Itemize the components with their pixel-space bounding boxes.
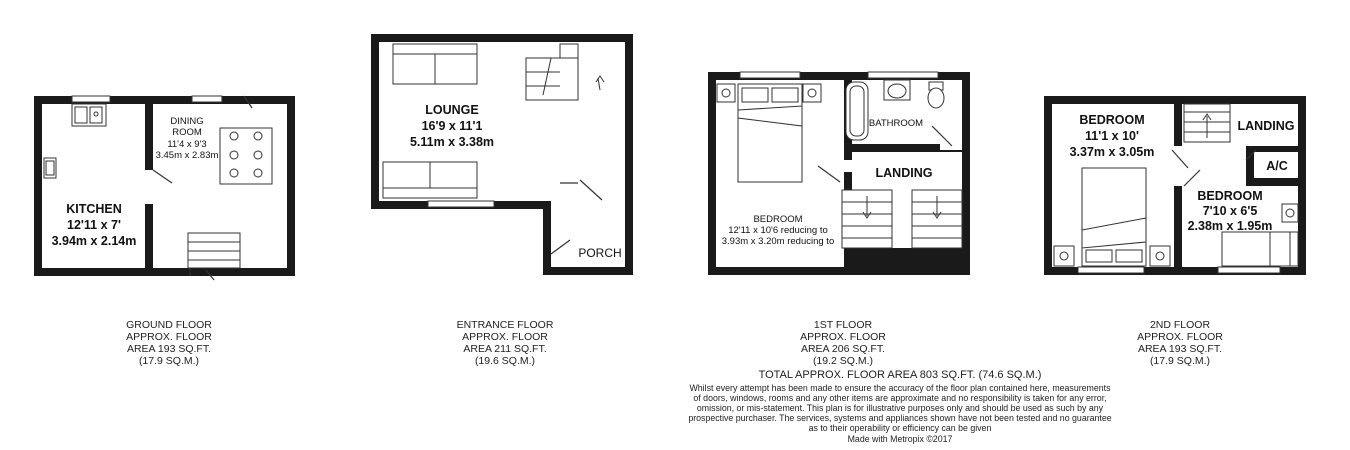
disclaimer-line: prospective purchaser. The services, systems and appliances shown have not been tested and no guarantee	[688, 413, 1112, 423]
total-area: TOTAL APPROX. FLOOR AREA 803 SQ.FT. (74.6 SQ.M.)	[758, 369, 1042, 381]
bedroom-second-large-dim-imperial: 11'1 x 10'	[1085, 129, 1139, 143]
bedroom-first-label: BEDROOM	[753, 214, 803, 225]
credit: Made with Metropix ©2017	[847, 434, 953, 444]
landing-second-label: LANDING	[1237, 119, 1295, 133]
lounge-label: LOUNGE	[425, 103, 479, 117]
floor-area-sqm: (19.6 SQ.M.)	[474, 355, 536, 367]
bath-icon	[846, 82, 868, 140]
stairs-icon	[842, 190, 892, 248]
dining-label-line2: ROOM	[172, 127, 202, 138]
stairs-icon	[188, 233, 240, 268]
stairs-icon	[1184, 104, 1230, 142]
kitchen-dim-metric: 3.94m x 2.14m	[51, 234, 137, 248]
stairs-icon	[912, 190, 962, 248]
lounge-dim-imperial: 16'9 x 11'1	[421, 119, 483, 133]
basin-icon	[884, 80, 910, 100]
disclaimer-line: omission, or mis-statement. This plan is for illustrative purposes only and should be used as such by any	[696, 403, 1104, 413]
lounge-dim-metric: 5.11m x 3.38m	[409, 135, 495, 149]
dining-label-line1: DINING	[170, 116, 204, 127]
disclaimer-line: Whilst every attempt has been made to ensure the accuracy of the floor plan contained here, measurements	[689, 383, 1111, 393]
bedroom-second-small-dim-imperial: 7'10 x 6'5	[1202, 204, 1258, 218]
bathroom-window	[868, 72, 938, 78]
dining-window	[192, 96, 222, 102]
floor-caption-second	[1137, 319, 1223, 367]
sofa-icon	[393, 44, 477, 84]
lounge-window	[428, 201, 494, 207]
bedroom-first-dim-metric: 3.93m x 3.20m reducing to	[721, 236, 835, 247]
floor-name: 2ND FLOOR	[1149, 319, 1211, 331]
floor-area-sqft: AREA 193 SQ.FT.	[126, 343, 212, 355]
entrance-floor-plan	[371, 34, 633, 275]
floor-caption-first	[800, 319, 886, 367]
bedroom-window	[1078, 267, 1144, 273]
disclaimer	[688, 383, 1111, 444]
floor-name: 1ST FLOOR	[813, 319, 873, 331]
disclaimer-line: as to their operability or efficiency can be given	[808, 423, 992, 433]
dining-dim-imperial: 11'4 x 9'3	[167, 139, 207, 150]
sofa-icon	[383, 162, 477, 198]
floor-area-label: APPROX. FLOOR	[1137, 331, 1223, 343]
toilet-icon	[928, 82, 944, 108]
dining-table-icon	[220, 128, 272, 184]
cooker-icon	[44, 158, 56, 178]
first-floor-plan	[708, 72, 970, 275]
landing-first-label: LANDING	[875, 166, 933, 180]
bedroom-first-dim-imperial: 12'11 x 10'6 reducing to	[728, 225, 828, 236]
kitchen-label: KITCHEN	[66, 202, 122, 216]
kitchen-window	[72, 96, 110, 102]
floor-area-sqft: AREA 211 SQ.FT.	[463, 343, 547, 355]
floor-area-sqm: (19.2 SQ.M.)	[812, 355, 874, 367]
dining-dim-metric: 3.45m x 2.83m	[155, 150, 219, 161]
porch-label: PORCH	[578, 246, 622, 260]
floor-area-label: APPROX. FLOOR	[126, 331, 212, 343]
floor-caption-ground	[126, 319, 212, 367]
floor-area-sqm: (17.9 SQ.M.)	[1149, 355, 1211, 367]
bedroom-second-small-dim-metric: 2.38m x 1.95m	[1187, 219, 1273, 233]
bedroom-window	[740, 72, 800, 78]
bathroom-label: BATHROOM	[868, 118, 924, 129]
ac-label: A/C	[1266, 159, 1288, 173]
floor-name: GROUND FLOOR	[126, 319, 212, 331]
floor-caption-entrance	[457, 319, 554, 367]
floor-area-sqft: AREA 206 SQ.FT.	[800, 343, 886, 355]
floor-name: ENTRANCE FLOOR	[456, 319, 554, 331]
bedroom-second-small-label: BEDROOM	[1197, 189, 1263, 203]
floor-area-label: APPROX. FLOOR	[462, 331, 548, 343]
bedroom-second-large-label: BEDROOM	[1079, 113, 1145, 127]
floor-area-sqft: AREA 193 SQ.FT.	[1137, 343, 1223, 355]
second-floor-plan	[1044, 96, 1306, 275]
floor-area-sqm: (17.9 SQ.M.)	[138, 355, 200, 367]
floor-area-label: APPROX. FLOOR	[800, 331, 886, 343]
bedroom-window	[1218, 267, 1280, 273]
kitchen-dim-imperial: 12'11 x 7'	[67, 218, 121, 232]
bedroom-second-large-dim-metric: 3.37m x 3.05m	[1069, 145, 1155, 159]
disclaimer-line: of doors, windows, rooms and any other items are approximate and no responsibility is taken for any error,	[693, 393, 1107, 403]
ground-floor-plan	[34, 96, 295, 280]
sink-icon	[72, 104, 106, 126]
